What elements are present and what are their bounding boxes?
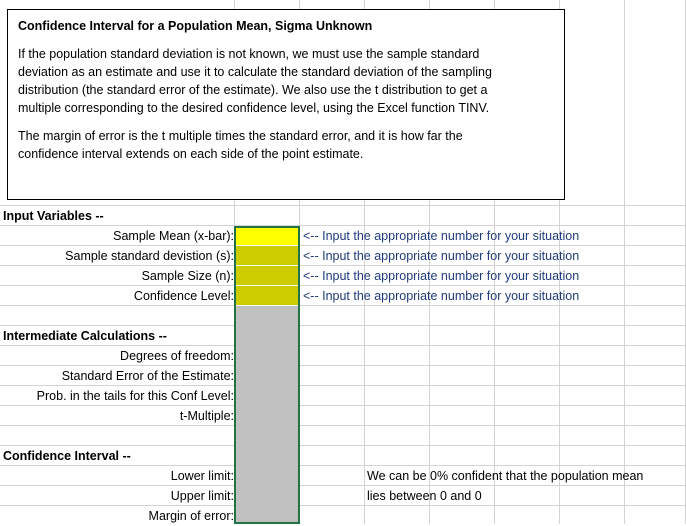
sample-sd-label: Sample standard devistion (s):: [65, 249, 234, 263]
sample-size-label: Sample Size (n):: [141, 269, 234, 283]
input-note: <-- Input the appropriate number for your situation: [303, 229, 580, 243]
textbox-paragraph-2: The margin of error is the t multiple times the standard error, and it is how far the confidence interval extends on each side of the point estimate.: [18, 129, 463, 161]
calc-cells[interactable]: [235, 306, 299, 524]
standard-error-label: Standard Error of the Estimate:: [61, 369, 234, 383]
confidence-level-cell[interactable]: [235, 286, 299, 306]
t-multiple-label: t-Multiple:: [179, 409, 234, 423]
input-note: <-- Input the appropriate number for your situation: [303, 249, 580, 263]
input-note: <-- Input the appropriate number for your situation: [303, 269, 580, 283]
result-text-line-1: We can be 0% confident that the population mean: [367, 469, 644, 483]
description-textbox: [7, 9, 565, 200]
input-note: <-- Input the appropriate number for your situation: [303, 289, 580, 303]
margin-of-error-label: Margin of error:: [148, 509, 234, 523]
textbox-paragraph-1: If the population standard deviation is not known, we must use the sample standard deviation as an estimate and use it to calculate the standard deviation of the sampling distribution (the standard error of the estimate). We also use the t distribution to get a multiple corresponding to the desired confidence level, using the Excel function TINV.: [18, 47, 492, 115]
value-column: [235, 226, 299, 524]
sample-sd-cell[interactable]: [235, 246, 299, 266]
upper-limit-label: Upper limit:: [170, 489, 234, 503]
result-text-line-2: lies between 0 and 0: [367, 489, 482, 503]
textbox-title: Confidence Interval for a Population Mean, Sigma Unknown: [18, 19, 373, 33]
degrees-of-freedom-label: Degrees of freedom:: [120, 349, 234, 363]
lower-limit-label: Lower limit:: [170, 469, 234, 483]
input-variables-header: Input Variables --: [3, 209, 104, 223]
confidence-interval-header: Confidence Interval --: [3, 449, 131, 463]
sample-size-cell[interactable]: [235, 266, 299, 286]
sample-mean-cell[interactable]: [235, 226, 299, 246]
confidence-level-label: Confidence Level:: [133, 289, 234, 303]
intermediate-calculations-header: Intermediate Calculations --: [3, 329, 167, 343]
tail-probability-label: Prob. in the tails for this Conf Level:: [36, 389, 234, 403]
sample-mean-label: Sample Mean (x-bar):: [113, 229, 234, 243]
